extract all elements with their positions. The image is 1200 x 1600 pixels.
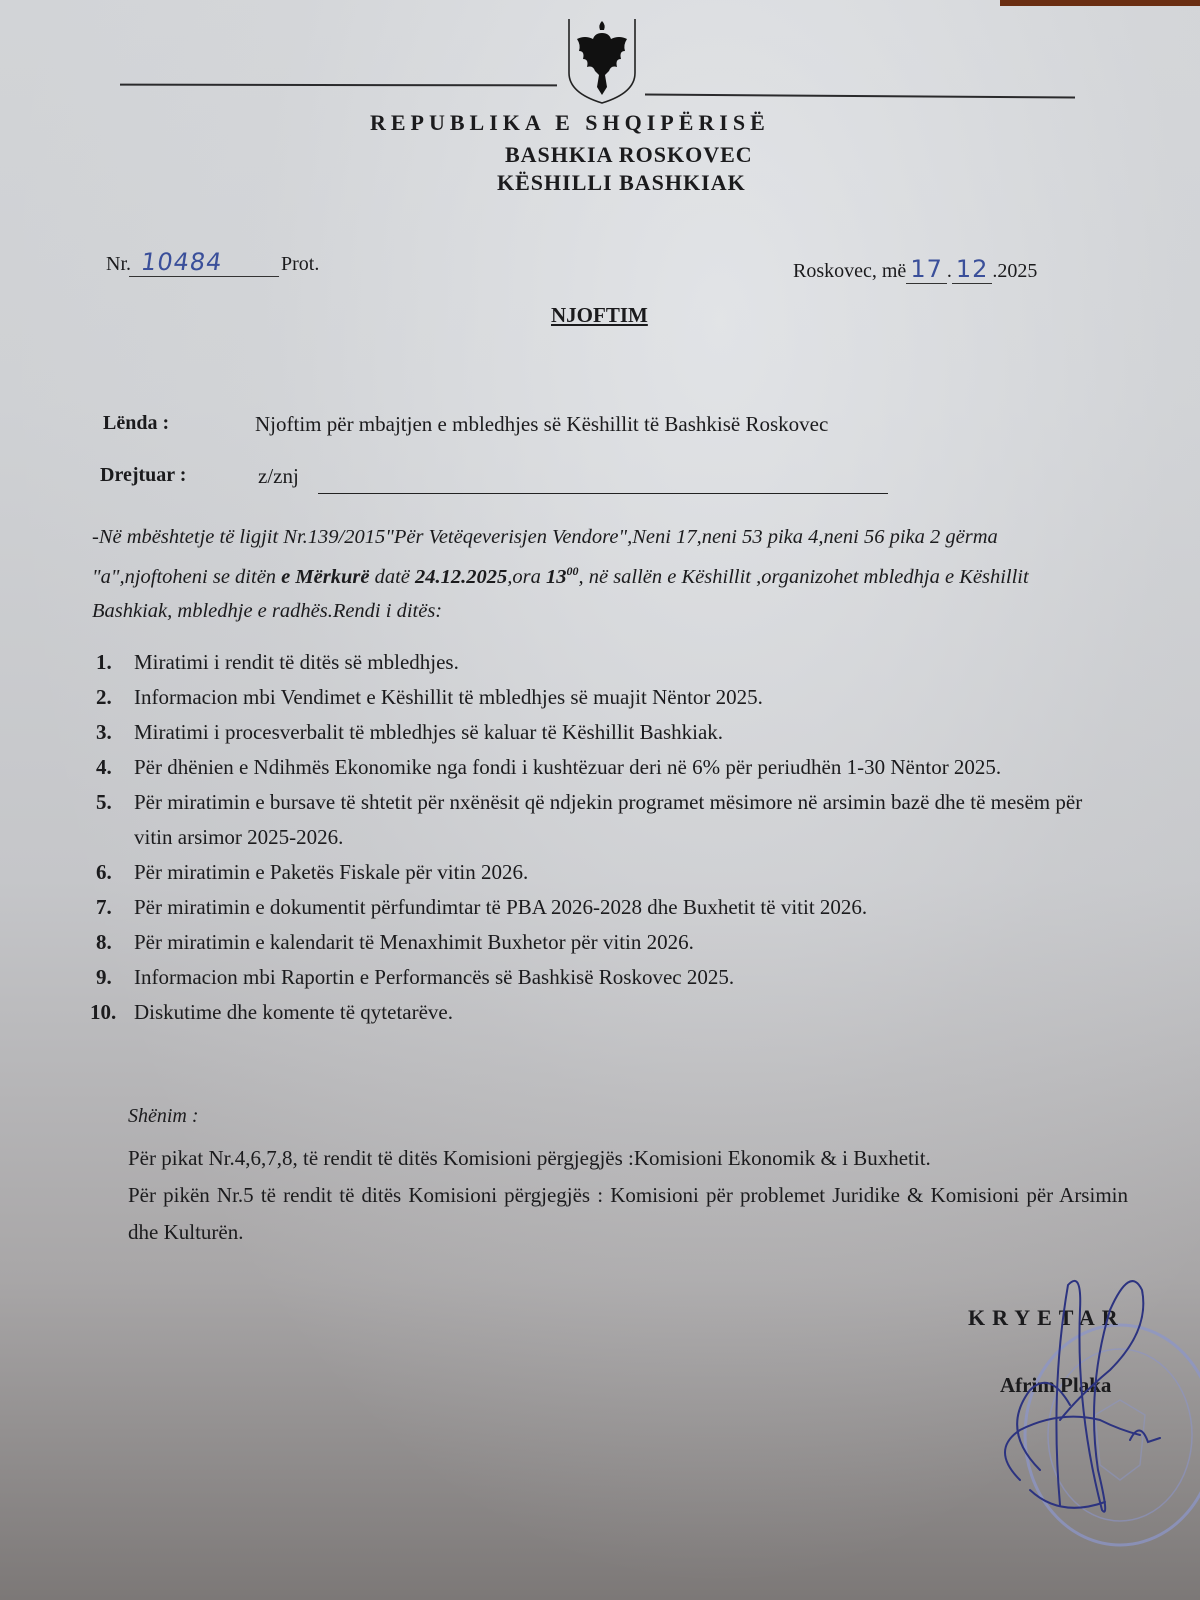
intro-meeting-hour: 13 bbox=[545, 565, 567, 588]
header-municipality: BASHKIA ROSKOVEC bbox=[505, 142, 753, 167]
header-rule-left bbox=[120, 84, 557, 87]
handwritten-signature-icon bbox=[990, 1270, 1170, 1530]
agenda-item bbox=[90, 925, 1120, 960]
intro-paragraph bbox=[92, 520, 1092, 628]
agenda-item bbox=[90, 750, 1120, 785]
agenda-item-text: Për miratimin e dokumentit përfundimtar të PBA 2026-2028 dhe Buxhetit të vitit 2026. bbox=[134, 895, 868, 919]
document-date: Roskovec, më 17 . 12 .2025 bbox=[793, 255, 1038, 283]
agenda-item bbox=[90, 960, 1120, 995]
protocol-handwritten-number: 10484 bbox=[129, 248, 283, 277]
agenda-item-number: 10. bbox=[90, 1000, 117, 1024]
agenda-item bbox=[90, 855, 1120, 890]
agenda-item bbox=[90, 785, 1120, 855]
protocol-prefix: Nr. bbox=[106, 253, 131, 275]
intro-text-4: , në sallën e Këshillit ,organizohet mbledhja e Këshillit Bashkiak, mbledhje e radhës.Rendi i ditës: bbox=[92, 565, 1029, 622]
agenda-item-number: 5. bbox=[96, 790, 112, 814]
agenda-item-text: Për miratimin e kalendarit të Menaxhimit Buxhetor për vitin 2026. bbox=[134, 930, 694, 954]
intro-meeting-minutes: 00 bbox=[566, 564, 579, 578]
header-country: REPUBLIKA E SHQIPËRISË bbox=[370, 110, 770, 135]
note-title: Shënim : bbox=[128, 1105, 199, 1127]
intro-text-1: -Në mbështetje të ligjit Nr.139/2015"Për Vetëqeverisjen Vendore",Neni 17,neni 53 pika 4,neni 56 pika 2 gërma "a",njoftoheni se ditën bbox=[92, 526, 998, 588]
albanian-eagle-emblem-icon bbox=[565, 15, 640, 105]
date-year: .2025 bbox=[992, 260, 1038, 282]
agenda-item bbox=[90, 715, 1120, 750]
agenda-item-text: Për miratimin e bursave të shtetit për nxënësit që ndjekin programet mësimore në arsimin bazë dhe të mesëm për vitin arsimor 2025-2026. bbox=[134, 790, 1083, 849]
agenda-item-number: 1. bbox=[96, 650, 112, 674]
agenda-item-text: Për miratimin e Paketës Fiskale për vitin 2026. bbox=[134, 860, 529, 884]
addressed-value: z/znj bbox=[258, 464, 299, 488]
table-edge bbox=[1000, 0, 1200, 6]
intro-meeting-day: e Mërkurë bbox=[281, 565, 370, 588]
agenda-item-number: 4. bbox=[96, 755, 112, 779]
addressed-label: Drejtuar : bbox=[100, 464, 187, 486]
protocol-suffix: Prot. bbox=[281, 253, 320, 275]
agenda-item-number: 8. bbox=[96, 930, 112, 954]
agenda-item-text: Miratimi i rendit të ditës së mbledhjes. bbox=[134, 650, 459, 674]
agenda-item bbox=[90, 645, 1120, 680]
agenda-item bbox=[90, 890, 1120, 925]
agenda-item-text: Diskutime dhe komente të qytetarëve. bbox=[134, 1000, 453, 1024]
agenda-item-number: 7. bbox=[96, 895, 112, 919]
date-month: 12 bbox=[952, 255, 993, 284]
addressed-blank-line bbox=[318, 493, 888, 494]
date-prefix: Roskovec, më bbox=[793, 260, 907, 282]
agenda-list bbox=[90, 645, 1120, 1030]
intro-text-2: datë bbox=[369, 565, 415, 588]
note-body bbox=[128, 1140, 1128, 1251]
signatory-title: KRYETAR bbox=[968, 1305, 1125, 1330]
agenda-item bbox=[90, 680, 1120, 715]
agenda-item bbox=[90, 995, 1120, 1030]
agenda-item-number: 3. bbox=[96, 720, 112, 744]
header-council: KËSHILLI BASHKIAK bbox=[497, 170, 746, 195]
header-rule-right bbox=[645, 93, 1075, 98]
agenda-item-text: Informacion mbi Raportin e Performancës së Bashkisë Roskovec 2025. bbox=[134, 965, 735, 989]
protocol-number bbox=[106, 248, 319, 277]
subject-value: Njoftim për mbajtjen e mbledhjes së Këshillit të Bashkisë Roskovec bbox=[255, 412, 829, 436]
agenda-item-number: 6. bbox=[96, 860, 112, 884]
agenda-item-number: 2. bbox=[96, 685, 112, 709]
agenda-item-text: Informacion mbi Vendimet e Këshillit të mbledhjes së muajit Nëntor 2025. bbox=[134, 685, 763, 709]
intro-text-3: ,ora bbox=[507, 565, 546, 588]
intro-meeting-date: 24.12.2025 bbox=[414, 565, 508, 588]
agenda-item-text: Për dhënien e Ndihmës Ekonomike nga fondi i kushtëzuar deri në 6% për periudhën 1-30 Nëntor 2025. bbox=[134, 755, 1002, 779]
signatory-name: Afrim Plaka bbox=[1000, 1373, 1112, 1397]
note-line-2: Për pikën Nr.5 të rendit të ditës Komisioni përgjegjës : Komisioni për problemet Juridike & Komisioni për Arsimin dhe Kulturën. bbox=[128, 1183, 1128, 1244]
date-day: 17 bbox=[906, 255, 947, 284]
agenda-item-text: Miratimi i procesverbalit të mbledhjes së kaluar të Këshillit Bashkiak. bbox=[134, 720, 724, 744]
agenda-item-number: 9. bbox=[96, 965, 112, 989]
document-title: NJOFTIM bbox=[551, 303, 648, 327]
subject-label: Lënda : bbox=[103, 412, 170, 434]
note-line-1: Për pikat Nr.4,6,7,8, të rendit të ditës Komisioni përgjegjës :Komisioni Ekonomik & i Buxhetit. bbox=[128, 1146, 931, 1170]
